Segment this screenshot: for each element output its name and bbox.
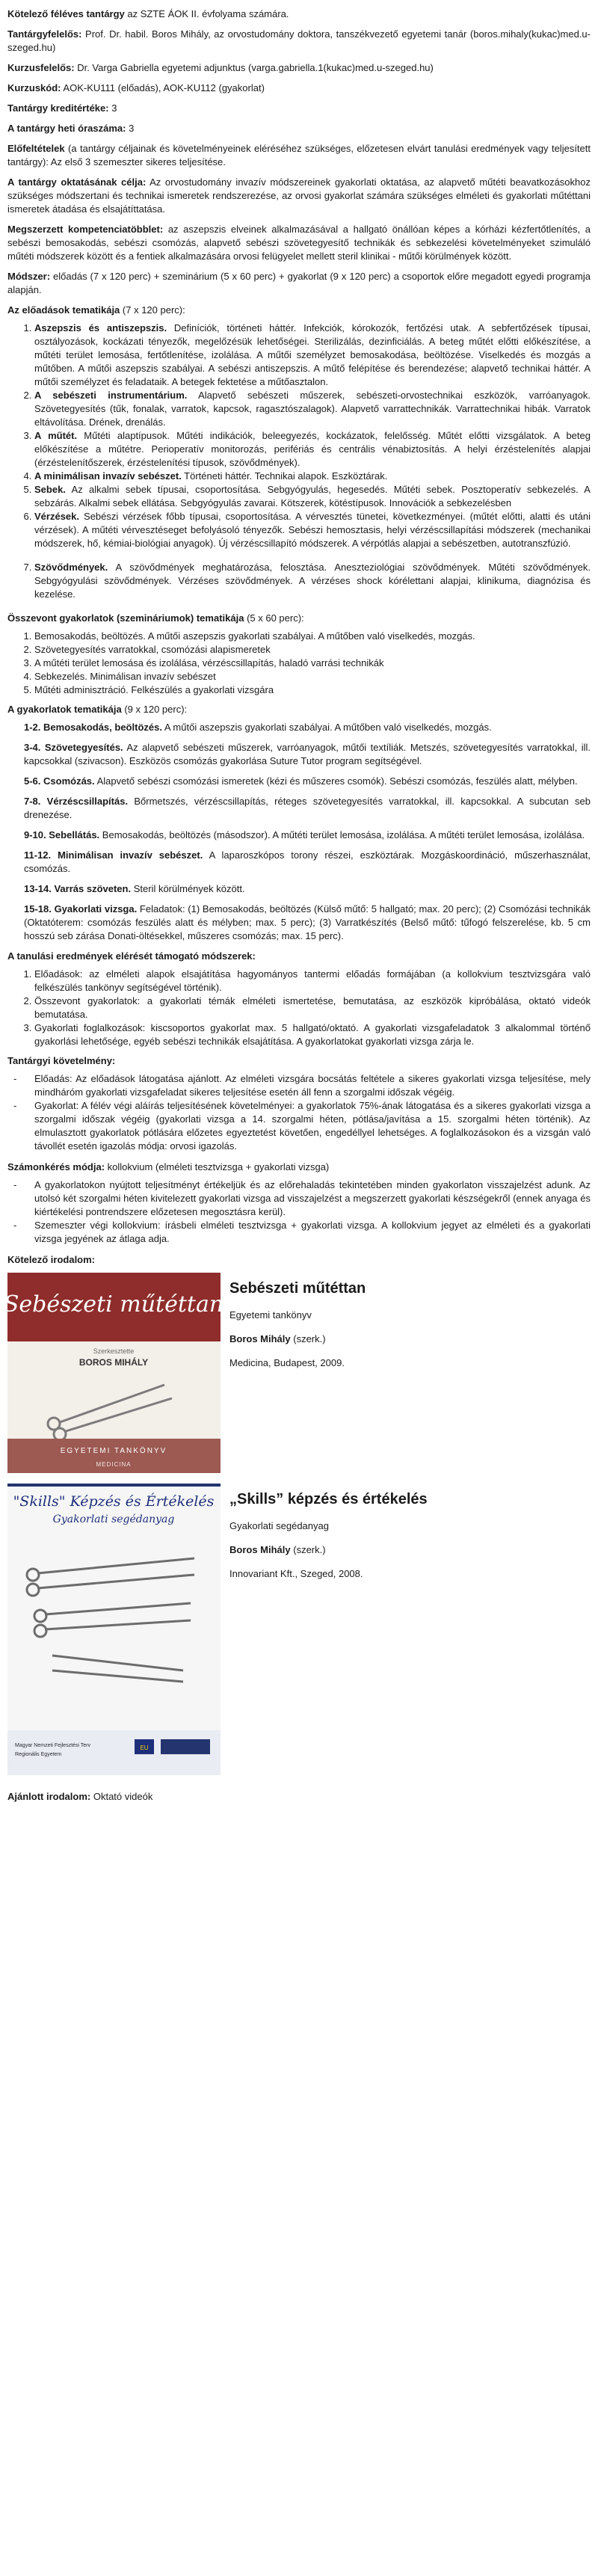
course-leader: Tantárgyfelelős: Prof. Dr. habil. Boros Mihály, az orvostudomány doktora, tanszékvezető egyetemi tanár (boros.mihaly(kukac)med.u-szeged.hu) — [7, 28, 591, 53]
book-publisher: Medicina, Budapest, 2009. — [229, 1357, 345, 1368]
list-item: - Szemeszter végi kollokvium: írásbeli elméleti tesztvizsga + gyakorlati vizsga. A kollokvium jegyet az elméleti és a gyakorlati vizsga jegyének az átlaga adja. — [7, 1219, 591, 1246]
course-responsible: Kurzusfelelős: Dr. Varga Gabriella egyetemi adjunktus (varga.gabriella.1(kukac)med.u-szeged.hu) — [7, 62, 434, 73]
method: Módszer: előadás (7 x 120 perc) + szeminárium (5 x 60 perc) + gyakorlat (9 x 120 perc) a csoportok előre megadott egyedi programja alapján. — [7, 271, 591, 295]
list-item: - Előadás: Az előadások látogatása ajánlott. Az elméleti vizsgára bocsátás feltétele a sikeres gyakorlati vizsga teljesítése, mely mindháróm gyakorlati vizsgafeladat sikeres teljesítése esetén áll fenn a szorgalmi időszak végéig. — [7, 1072, 591, 1099]
course-goal: A tantárgy oktatásának célja: Az orvostudomány invazív módszereinek gyakorlati oktatása, az alapvető műtéti beavatkozásokhoz szükséges módszertani és technikai ismeretek rendszerezése, az orvosi gyakorlat számára szükséges elméleti és gyakorlati műtéttani ismeretek átadása és elsajátíttatása. — [7, 176, 591, 215]
requirements-list — [7, 1072, 591, 1153]
assessment-heading: Számonkérés módja: kollokvium (elméleti tesztvizsga + gyakorlati vizsga) — [7, 1161, 330, 1172]
list-item: - A gyakorlatokon nyújtott teljesítményt értékeljük és az előrehaladás tekintetében minden gyakorlaton visszajelzést adunk. Az utolsó két szorgalmi héten kivitelezett gyakorlati vizsga ad visszajelzést a megszerzett gyakorlati készségekről (ennek anyaga és kiértékelési pontrendszere előzetesen megosztásra kerül). — [7, 1178, 591, 1219]
book-cover-skills — [7, 1484, 221, 1775]
list-item: - Gyakorlat: A félév végi aláírás teljesítésének követelményei: a gyakorlatok 75%-ának látogatása és a sikeres gyakorlati vizsga a szorgalmi időszak végéig (gyakorlati vizsga a 14. szorgalmi héten, pótlása/javítása a 15. szorgalmi héten történik). Az elmulasztott gyakorlatok pótlására előzetes egyeztetést követően, engedéllyel lehetséges. A foglalkozásokon és a vizsgán való távollét esetén igazolás módja: orvosi igazolás. — [7, 1099, 591, 1153]
list-item: 1-2. Bemosakodás, beöltözés. A műtői aszepszis gyakorlati szabályai. A műtőben való viselkedés, mozgás. — [24, 722, 492, 733]
competencies: Megszerzett kompetenciatöbblet: az aszepszis elveinek alkalmazásával a hallgató önállóan képes a kórházi kézfertőtlenítés, a sebészi bemosakodás, sebészi csomózás, alapvető sebészi szövetegyesítő technikák és sebkezelési követelményeket szimuláló műtéti módszerek között és a fentiek alkalmazására orvosi felügyelet mellett steril klinikai - műtői körülmények között. — [7, 224, 591, 262]
book-info — [221, 1484, 428, 1775]
book-cover-image — [7, 1273, 221, 1473]
list-item: 1. Előadások: az elméleti alapok elsajátítása hagyományos tantermi előadás formájában (a kollokvium tesztvizsgára való felkészülés tankönyv segítségével történik). — [34, 968, 591, 995]
book-author: Boros Mihály (szerk.) — [229, 1333, 326, 1344]
list-item: 3-4. Szövetegyesítés. Az alapvető sebészeti műszerek, varróanyagok, műtői textíliák. Metszés, szövetegyesítés varratokkal, ill. kapcsokkal (szivacson). Eszközös csomózás gyakorlása Suture Tutor program segítségével. — [24, 742, 591, 766]
book-title: Sebészeti műtéttan — [229, 1280, 366, 1297]
list-item: 4. Sebkezelés. Minimálisan invazív sebészet — [34, 670, 591, 683]
book-subtitle: Egyetemi tankönyv — [229, 1309, 312, 1321]
book-publisher: Innovariant Kft., Szeged, 2008. — [229, 1568, 363, 1579]
svg-text:Szerkesztette: Szerkesztette — [93, 1347, 135, 1355]
list-item: 5. Műtéti adminisztráció. Felkészülés a gyakorlati vizsgára — [34, 683, 591, 697]
book-subtitle: Gyakorlati segédanyag — [229, 1520, 329, 1531]
assessment-list — [7, 1178, 591, 1246]
list-item: 7-8. Vérzéscsillapítás. Bőrmetszés, vérzéscsillapítás, réteges szövetegyesítés varratokkal, ill. kapcsokkal. A subcutan seb drenezése. — [24, 796, 591, 820]
svg-text:"Skills" Képzés és Értékelés: "Skills" Képzés és Értékelés — [13, 1493, 215, 1510]
practicals-list — [7, 721, 591, 943]
list-item: 3. Gyakorlati foglalkozások: kiscsoportos gyakorlat max. 5 hallgató/oktató. A gyakorlati vizsgafeladatok 3 alkalommal történő gyakorlási lehetősége, egyéb sebészi technikák elsajátítása. A gyakorlatokat gyakorlati vizsga zárja le. — [34, 1021, 591, 1048]
book-cover-sebeszeti — [7, 1273, 221, 1473]
list-item: 4. A minimálisan invazív sebészet. Történeti háttér. Technikai alapok. Eszköztárak. — [34, 470, 591, 483]
list-item: 1. Bemosakodás, beöltözés. A műtői aszepszis gyakorlati szabályai. A műtőben való viselkedés, mozgás. — [34, 630, 591, 643]
book-info — [221, 1273, 366, 1473]
support-list — [7, 968, 591, 1048]
book-cover-image — [7, 1484, 221, 1775]
svg-text:Gyakorlati segédanyag: Gyakorlati segédanyag — [52, 1513, 175, 1525]
book-title: „Skills” képzés és értékelés — [229, 1491, 428, 1507]
list-item: 6. Vérzések. Sebészi vérzések főbb típusai, csoportosítása. A vérvesztés tünetei, következményei. (műtét előtti, alatti és utáni vérzések). A műtéti vérvesztéseget befolyásoló tényezők. Sebészi hemosztasis, helyi vérzéscsillapítási módszerek (mechanikai módszerek, hő, kémiai-biológiai anyagok). Új vérzéscsillapító módszerek. A vérpótlás alapjai a sebészetben, autotranszfúzió. — [34, 510, 591, 550]
list-item: 7. Szövődmények. A szövődmények meghatározása, felosztása. Aneszteziológiai szövődmények. Műtéti szövődmények. Sebgyógyulási szövődmények. Vérzéses szövődmények. A vérzéses shock kórélettani alapjai, klinikuma, diagnózisa és kezelése. — [34, 561, 591, 601]
svg-text:MEDICINA: MEDICINA — [96, 1461, 132, 1468]
prerequisites: Előfeltételek (a tantárgy céljainak és követelményeinek eléréséhez szükséges, előzetesen elvárt tanulási eredmények vagy teljesített tantárgy): Az első 3 szemeszter sikeres teljesítése. — [7, 143, 591, 167]
list-item: 3. A műtét. Műtéti alaptípusok. Műtéti indikációk, beleegyezés, kockázatok, felelősség. Műtét előtti vizsgálatok. A beteg előkészítése a műtétre. Perioperatív monitorozás, perifériás és centrális vénabiztosítás. A helyi érzéstelenítés alapjai (érzéstelenítőszerek, érzéstelenítési típusok, szövődmények). — [34, 429, 591, 470]
list-item: 2. Szövetegyesítés varratokkal, csomózási alapismeretek — [34, 643, 591, 657]
lectures-list — [7, 322, 591, 601]
list-item: 15-18. Gyakorlati vizsga. Feladatok: (1) Bemosakodás, beöltözés (Külső műtő: 5 hallgató; max. 20 perc); (2) Csomózási technikák (Oktatóterem: csomózás feszülés alatt és mélyben; max. 5 perc); (3) Varratkészítés (Belső műtő: tűfogó felszerelése, kb. 5 cm hosszú seb zárása Donati-öltésekkel, műszeres csomózás; max. 15 perc). — [24, 903, 591, 941]
recommended-literature: Ajánlott irodalom: Oktató videók — [7, 1791, 153, 1802]
literature-heading: Kötelező irodalom: — [7, 1254, 96, 1265]
practicals-heading: A gyakorlatok tematikája (9 x 120 perc): — [7, 704, 188, 715]
list-item: 2. A sebészeti instrumentárium. Alapvető sebészeti műszerek, sebészeti-orvostechnikai eszközök, varróanyagok. Szövetegyesítés (tűk, fonalak, varratok, kapcsok, ragasztószalagok). Alapvető varrattechnikák. Varrattechnikai hibák. Varratok eltávolítása. Drének, drenálás. — [34, 389, 591, 429]
list-item: 5. Sebek. Az alkalmi sebek típusai, csoportosítása. Sebgyógyulás, hegesedés. Műtéti sebek. Posztoperatív sebkezelés. A sebzárás. Alkalmi sebek ellátása. Sebgyógyulás zavarai. Kötszerek, kötéstípusok. Innovációk a sebkezelésben — [34, 483, 591, 510]
course-credit: Tantárgy kreditértéke: 3 — [7, 102, 117, 114]
list-item: 11-12. Minimálisan invazív sebészet. A laparoszkópos torony részei, eszköztárak. Mozgáskoordináció, műszerhasználat, csomózás. — [24, 849, 591, 874]
course-code: Kurzuskód: AOK-KU111 (előadás), AOK-KU112 (gyakorlat) — [7, 82, 265, 93]
svg-text:Regionális Egyetem: Regionális Egyetem — [15, 1752, 62, 1757]
lectures-heading: Az előadások tematikája (7 x 120 perc): — [7, 304, 185, 316]
list-item: 13-14. Varrás szöveten. Steril körülmények között. — [24, 883, 245, 894]
svg-text:Sebészeti műtéttan: Sebészeti műtéttan — [7, 1291, 221, 1318]
list-item: 9-10. Sebellátás. Bemosakodás, beöltözés (másodszor). A műtéti terület lemosása, izolálása. A műtéti terület lemosása, izolálása. — [24, 829, 585, 840]
book-author: Boros Mihály (szerk.) — [229, 1544, 326, 1555]
support-heading: A tanulási eredmények elérését támogató módszerek: — [7, 950, 256, 962]
weekly-hours: A tantárgy heti óraszáma: 3 — [7, 123, 135, 134]
svg-text:EU: EU — [140, 1745, 149, 1751]
list-item: 2. Összevont gyakorlatok: a gyakorlati témák elméleti ismertetése, bemutatása, az eszközök kipróbálása, oktató videók bemutatása. — [34, 995, 591, 1021]
list-item: 5-6. Csomózás. Alapvető sebészi csomózási ismeretek (kézi és műszeres csomók). Sebészi csomózás, feszülés alatt, mélyben. — [24, 775, 578, 787]
book-entry — [7, 1484, 591, 1775]
seminars-heading: Összevont gyakorlatok (szemináriumok) tematikája (5 x 60 perc): — [7, 612, 304, 624]
list-item: 1. Aszepszis és antiszepszis. Definíciók, történeti háttér. Infekciók, kórokozók, fertőzési utak. A sebfertőzések típusai, osztályozások, kockázati tényezők, megelőzésük lehetőségei. Sterilizálás, dezinficiálás. A beteg műtét előtti előkészítése, a műtéti terület lemosása, fertőtlenítése, izolálása. A műtői személyzet bemosakodása, beöltözése. Viselkedés és mozgás a műtőben. A műtői aszepszis szabályai. A sebészi antiszepszis. A műtő felépítése és berendezése; alapvető technikai háttér. A műtői személyzet és feladataik. A betegek fektetése a műtőasztalon. — [34, 322, 591, 389]
svg-text:BOROS MIHÁLY: BOROS MIHÁLY — [78, 1357, 149, 1368]
svg-text:EGYETEMI TANKÖNYV: EGYETEMI TANKÖNYV — [60, 1447, 167, 1455]
requirements-heading: Tantárgyi követelmény: — [7, 1055, 116, 1066]
svg-text:Magyar Nemzeti Fejlesztési Ter: Magyar Nemzeti Fejlesztési Terv — [15, 1743, 91, 1748]
mandatory-line: Kötelező féléves tantárgy az SZTE ÁOK II. évfolyama számára. — [7, 8, 289, 19]
book-entry — [7, 1273, 591, 1473]
seminars-list — [7, 630, 591, 697]
list-item: 3. A műtéti terület lemosása és izolálása, vérzéscsillapítás, haladó varrási technikák — [34, 657, 591, 670]
